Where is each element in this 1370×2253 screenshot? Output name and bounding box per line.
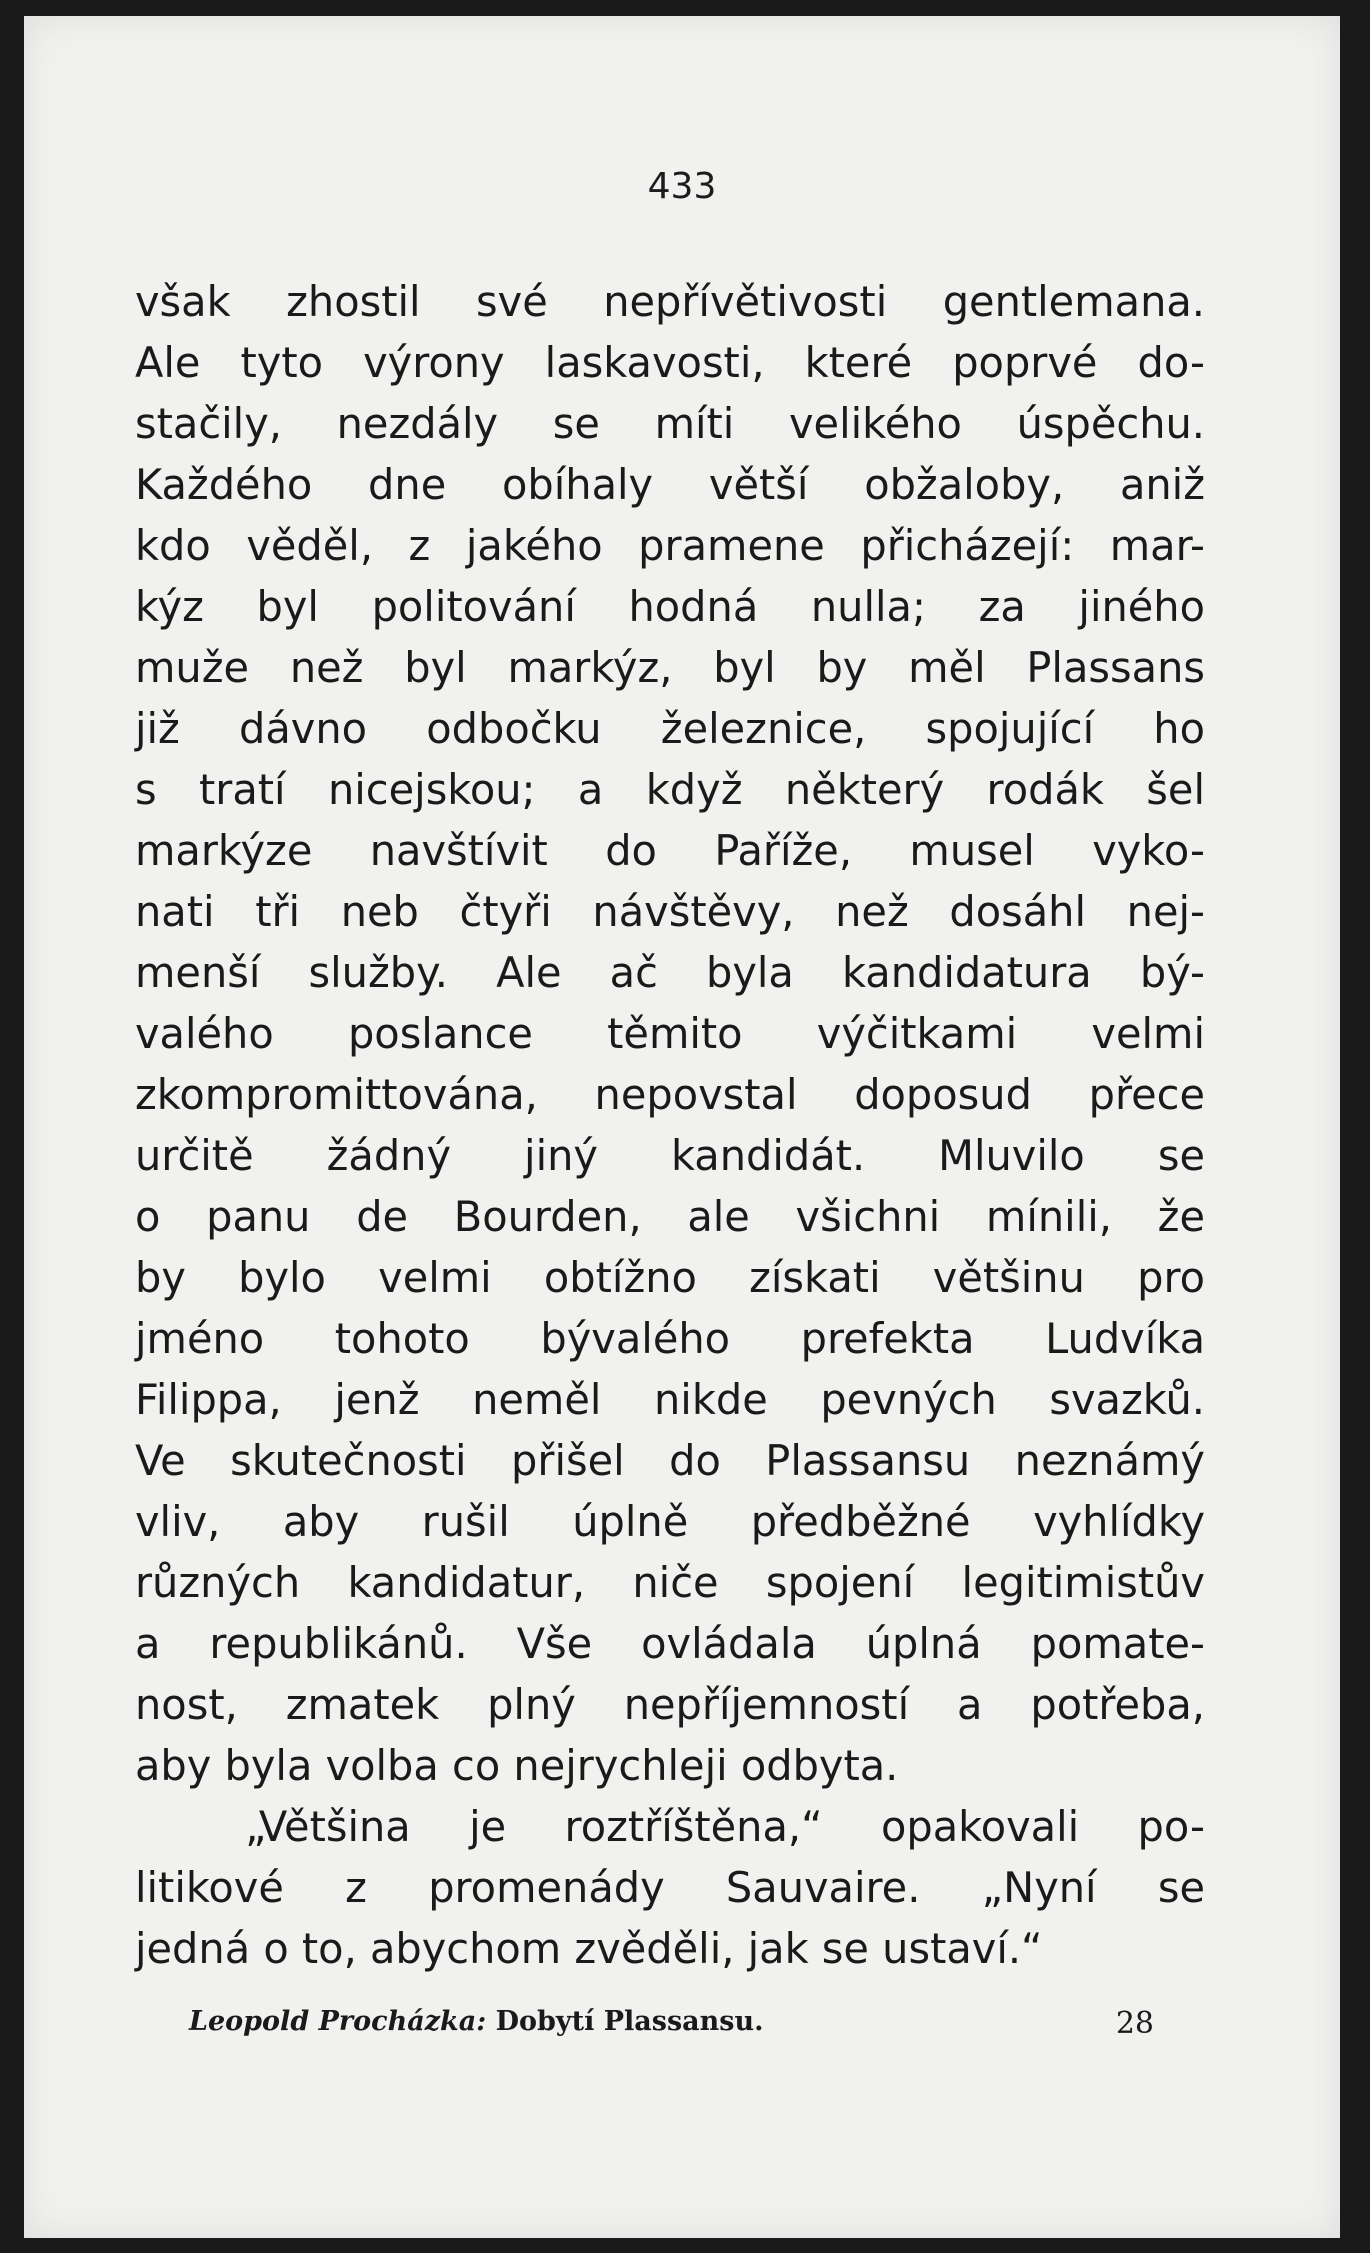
text-line: Každého dne obíhaly větší obžaloby, aniž <box>135 460 1205 509</box>
text-line: nost, zmatek plný nepříjemností a potřeba, <box>135 1680 1205 1729</box>
text-line: menší služby. Ale ač byla kandidatura bý- <box>135 948 1205 997</box>
text-line: muže než byl markýz, byl by měl Plassans <box>135 643 1205 692</box>
text-line: kdo věděl, z jakého pramene přicházejí: mar- <box>135 521 1205 570</box>
text-line: vliv, aby rušil úplně předběžné vyhlídky <box>135 1497 1205 1546</box>
page-number: 433 <box>647 166 717 207</box>
text-line: různých kandidatur, niče spojení legitimistův <box>135 1558 1205 1607</box>
text-line: by bylo velmi obtížno získati většinu pro <box>135 1253 1205 1302</box>
text-line: s tratí nicejskou; a když některý rodák šel <box>135 765 1205 814</box>
text-line: litikové z promenády Sauvaire. „Nyní se <box>135 1863 1205 1912</box>
text-line: Ale tyto výrony laskavosti, které poprvé do- <box>135 338 1205 387</box>
text-line: Filippa, jenž neměl nikde pevných svazků. <box>135 1375 1205 1424</box>
text-line: a republikánů. Vše ovládala úplná pomate- <box>135 1619 1205 1668</box>
text-line: Ve skutečnosti přišel do Plassansu neznámý <box>135 1436 1205 1485</box>
page-footer <box>169 2006 1154 2046</box>
text-line: jméno tohoto bývalého prefekta Ludvíka <box>135 1314 1205 1363</box>
body-text <box>135 271 1205 1979</box>
book-page <box>24 16 1340 2238</box>
text-line: stačily, nezdály se míti velikého úspěchu. <box>135 399 1205 448</box>
text-line: určitě žádný jiný kandidát. Mluvilo se <box>135 1131 1205 1180</box>
text-line: valého poslance těmito výčitkami velmi <box>135 1009 1205 1058</box>
text-line: kýz byl politování hodná nulla; za jiného <box>135 582 1205 631</box>
text-line: aby byla volba co nejrychleji odbyta. <box>135 1741 899 1790</box>
footer-citation <box>189 2006 764 2037</box>
text-line: „Většina je roztříštěna,“ opakovali po- <box>245 1802 1205 1851</box>
footer-title: Dobytí Plassansu. <box>495 2006 764 2037</box>
text-line: markýze navštívit do Paříže, musel vyko- <box>135 826 1205 875</box>
footer-author: Leopold Procházka: <box>189 2006 487 2037</box>
text-line: však zhostil své nepřívětivosti gentlemana. <box>135 277 1205 326</box>
text-line: nati tři neb čtyři návštěvy, než dosáhl nej- <box>135 887 1205 936</box>
signature-mark: 28 <box>1115 2006 1154 2041</box>
text-line: již dávno odbočku železnice, spojující ho <box>135 704 1205 753</box>
text-line: jedná o to, abychom zvěděli, jak se ustaví.“ <box>135 1924 1043 1973</box>
text-line: zkompromittována, nepovstal doposud přece <box>135 1070 1205 1119</box>
text-line: o panu de Bourden, ale všichni mínili, že <box>135 1192 1205 1241</box>
